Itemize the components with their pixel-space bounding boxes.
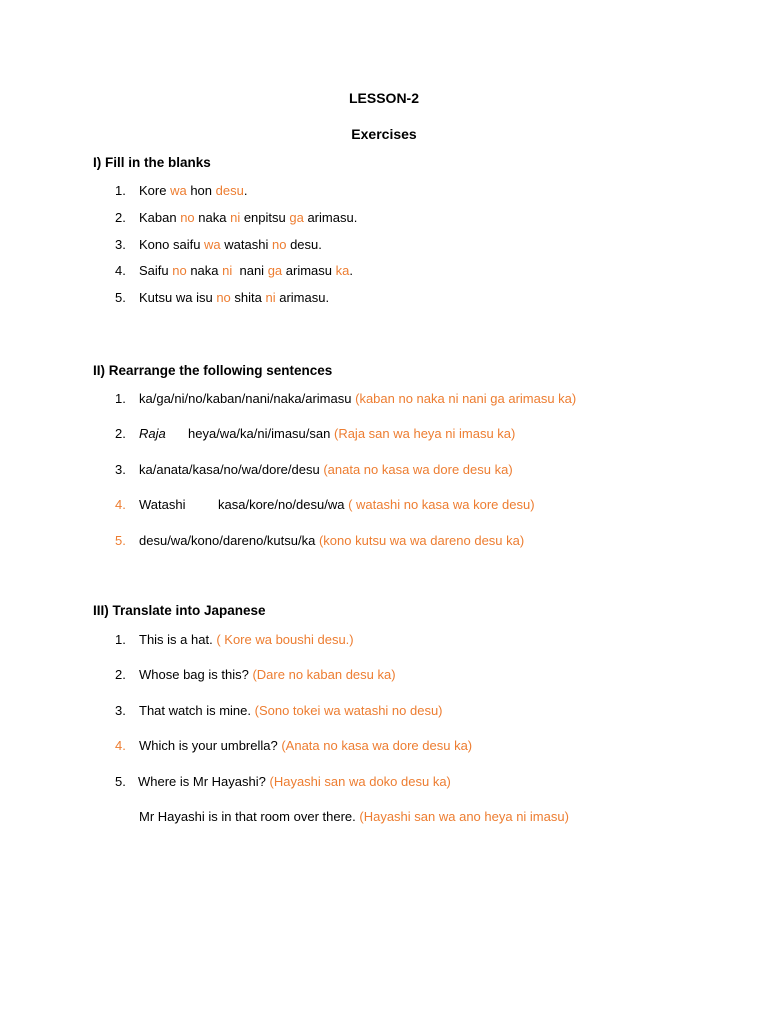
rearrange-item-2 [115,426,515,442]
answer: no [180,210,195,225]
text: naka [186,263,223,278]
rearrange-item-3 [115,462,513,478]
fill-item-5 [115,290,329,306]
answer: ni [265,290,276,305]
answer: no [172,263,187,278]
lesson-title: LESSON-2 [348,90,419,106]
text: . [349,263,353,278]
text: arimasu [282,263,336,278]
item-number: 3. [115,703,126,718]
item-number: 1. [115,183,126,198]
text: enpitsu [240,210,290,225]
text: arimasu. [275,290,330,305]
item-number: 5. [115,290,126,305]
answer: ( Kore wa boushi desu.) [216,632,354,647]
text: Kore [139,183,171,198]
item-number: 2. [115,210,126,225]
rearrange-item-4 [115,497,535,513]
item-number: 3. [115,237,126,252]
fill-item-2 [115,210,357,226]
text: desu. [286,237,322,252]
translate-item-5-followup [139,809,569,825]
answer: ni [230,210,241,225]
answer: (Raja san wa heya ni imasu ka) [333,426,516,441]
answer: (Hayashi san wa ano heya ni imasu) [359,809,569,824]
item-number: 3. [115,462,126,477]
text: . [243,183,248,198]
item-number: 4. [115,263,126,278]
question-text: desu/wa/kono/dareno/kutsu/ka [139,533,316,548]
text: naka [194,210,231,225]
translate-item-3 [115,703,443,719]
text: Kaban [139,210,181,225]
text: watashi [220,237,272,252]
question-text: ka/anata/kasa/no/wa/dore/desu [139,462,320,477]
lead-word: Raja [139,426,166,441]
text: arimasu. [303,210,358,225]
answer: (kono kutsu wa wa dareno desu ka) [318,533,525,548]
text: shita [230,290,266,305]
item-number: 2. [115,426,126,441]
exercises-heading: Exercises [351,126,417,142]
answer: wa [204,237,221,252]
text: Saifu [139,263,173,278]
fill-item-1 [115,183,247,199]
translate-item-4 [115,738,472,754]
section-2-title: II) Rearrange the following sentences [93,363,333,378]
answer: ( watashi no kasa wa kore desu) [348,497,535,512]
item-number: 1. [115,391,126,406]
text: nani [232,263,268,278]
answer: ka [335,263,350,278]
item-number: 5. [115,533,126,548]
item-number: 2. [115,667,126,682]
answer: (kaban no naka ni nani ga arimasu ka) [355,391,577,406]
question-text: Whose bag is this? [139,667,249,682]
answer: ga [289,210,304,225]
text: Kutsu wa isu [139,290,217,305]
item-number: 4. [115,497,126,512]
question-text: This is a hat. [139,632,213,647]
question-text: Which is your umbrella? [139,738,278,753]
answer: (anata no kasa wa dore desu ka) [323,462,513,477]
answer: (Dare no kaban desu ka) [252,667,396,682]
item-number: 4. [115,738,126,753]
question-text: kasa/kore/no/desu/wa [218,497,345,512]
question-text: That watch is mine. [139,703,251,718]
translate-item-1 [115,632,354,648]
answer: wa [170,183,187,198]
rearrange-item-1 [115,391,576,407]
question-text: heya/wa/ka/ni/imasu/san [188,426,331,441]
answer: (Anata no kasa wa dore desu ka) [281,738,473,753]
answer: (Hayashi san wa doko desu ka) [269,774,451,789]
translate-item-5 [115,774,451,790]
section-1-title: I) Fill in the blanks [93,155,211,170]
fill-item-4 [115,263,353,279]
item-number: 5. [115,774,126,789]
text: hon [186,183,216,198]
item-number: 1. [115,632,126,647]
answer: no [216,290,231,305]
lead-word: Watashi [139,497,186,512]
fill-item-3 [115,237,322,253]
translate-item-2 [115,667,396,683]
section-3-title: III) Translate into Japanese [93,603,266,618]
answer: ni [222,263,233,278]
text: Kono saifu [139,237,205,252]
rearrange-item-5 [115,533,524,549]
answer: (Sono tokei wa watashi no desu) [254,703,443,718]
answer: no [271,237,287,252]
question-text: Where is Mr Hayashi? [138,774,266,789]
question-text: Mr Hayashi is in that room over there. [139,809,356,824]
answer: desu [215,183,244,198]
question-text: ka/ga/ni/no/kaban/nani/naka/arimasu [139,391,352,406]
answer: ga [267,263,283,278]
